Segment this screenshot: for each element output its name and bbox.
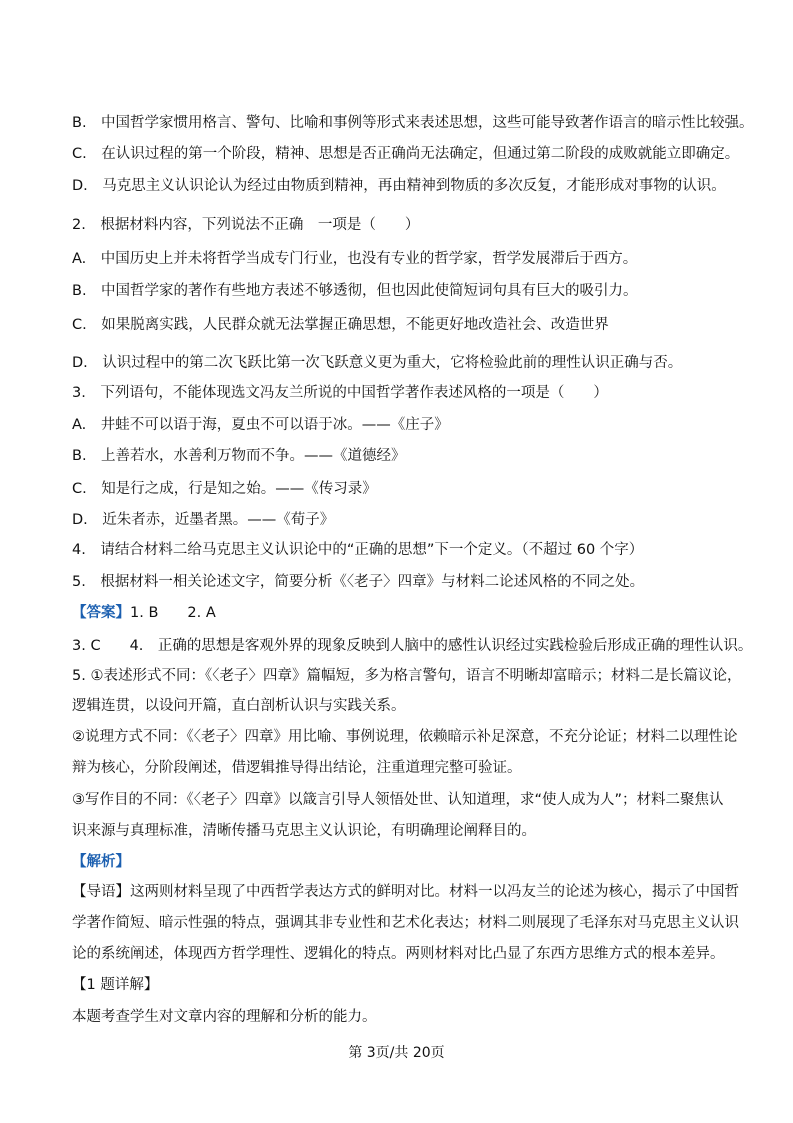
q4-stem: 4. 请结合材料二给马克思主义认识论中的“正确的思想”下一个定义。（不超过 60 个字） <box>72 542 644 558</box>
answer-label: 【答案】 <box>72 605 130 621</box>
answer-line-4: 逻辑连贯，以设问开篇，直白剖析认识与实践关系。 <box>72 698 406 714</box>
q2-option-d: D. 认识过程中的第二次飞跃比第一次飞跃意义更为重大，它将检验此前的理性认识正确与否。 <box>72 355 683 371</box>
q3-stem: 3. 下列语句，不能体现选文冯友兰所说的中国哲学著作表述风格的一项是（ ） <box>72 385 608 401</box>
q1-option-c: C. 在认识过程的第一个阶段，精神、思想是否正确尚无法确定，但通过第二阶段的成败就能立即确定。 <box>72 146 740 162</box>
analysis-line-2: 学著作简短、暗示性强的特点，强调其非专业性和艺术化表达；材料二则展现了毛泽东对马克思主义认识 <box>72 915 739 931</box>
q2-option-a: A. 中国历史上并未将哲学当成专门行业，也没有专业的哲学家，哲学发展滞后于西方。 <box>72 251 638 267</box>
q3-option-c: C. 知是行之成，行是知之始。——《传习录》 <box>72 481 377 497</box>
answer-line-6: 辩为核心，分阶段阐述，借逻辑推导得出结论，注重道理完整可验证。 <box>72 760 522 776</box>
answer-line-5: ②说理方式不同：《〈老子〉四章》用比喻、事例说理，依赖暗示补足深意，不充分论证；材料二以理性论 <box>72 729 738 745</box>
q1-option-b: B. 中国哲学家惯用格言、警句、比喻和事例等形式来表述思想，这些可能导致著作语言的暗示性比较强。 <box>72 115 754 131</box>
q3-option-b: B. 上善若水，水善利万物而不争。——《道德经》 <box>72 448 406 464</box>
answer-line-2: 3. C 4. 正确的思想是客观外界的现象反映到人脑中的感性认识经过实践检验后形成正确的理性认识。 <box>72 638 753 654</box>
q2-option-c: C. 如果脱离实践，人民群众就无法掌握正确思想，不能更好地改造社会、改造世界 <box>72 317 609 333</box>
answer-line-1 <box>72 603 752 623</box>
q3-option-a: A. 井蛙不可以语于海，夏虫不可以语于冰。——《庄子》 <box>72 417 449 433</box>
q2-stem: 2. 根据材料内容，下列说法不正确 一项是（ ） <box>72 217 420 233</box>
analysis-line-5: 本题考查学生对文章内容的理解和分析的能力。 <box>72 1009 377 1025</box>
q1-option-d: D. 马克思主义认识论认为经过由物质到精神，再由精神到物质的多次反复，才能形成对事物的认识。 <box>72 178 726 194</box>
page-footer: 第 3页/共 20页 <box>348 1045 445 1061</box>
analysis-line-3: 论的系统阐述，体现西方哲学理性、逻辑化的特点。两则材料对比凸显了东西方思维方式的根本差异。 <box>72 946 725 962</box>
analysis-subheading: 【1 题详解】 <box>72 977 159 993</box>
answer-line-3: 5. ①表述形式不同：《〈老子〉四章》篇幅短，多为格言警句，语言不明晰却富暗示；材料二是长篇议论， <box>72 668 742 684</box>
q5-stem: 5. 根据材料一相关论述文字，简要分析《〈老子〉四章》与材料二论述风格的不同之处。 <box>72 574 645 590</box>
analysis-label: 【解析】 <box>72 854 130 870</box>
answer-line-7: ③写作目的不同：《〈老子〉四章》以箴言引导人领悟处世、认知道理，求“使人成为人”；材料二聚焦认 <box>72 792 724 808</box>
answer-line-8: 识来源与真理标准，清晰传播马克思主义认识论，有明确理论阐释目的。 <box>72 823 536 839</box>
analysis-line-1: 【导语】这两则材料呈现了中西哲学表达方式的鲜明对比。材料一以冯友兰的论述为核心，揭示了中国哲 <box>72 884 739 900</box>
q2-option-b: B. 中国哲学家的著作有些地方表述不够透彻，但也因此使简短词句具有巨大的吸引力。 <box>72 283 638 299</box>
answer-values-1: 1. B 2. A <box>130 605 216 621</box>
q3-option-d: D. 近朱者赤，近墨者黑。——《荀子》 <box>72 512 335 528</box>
